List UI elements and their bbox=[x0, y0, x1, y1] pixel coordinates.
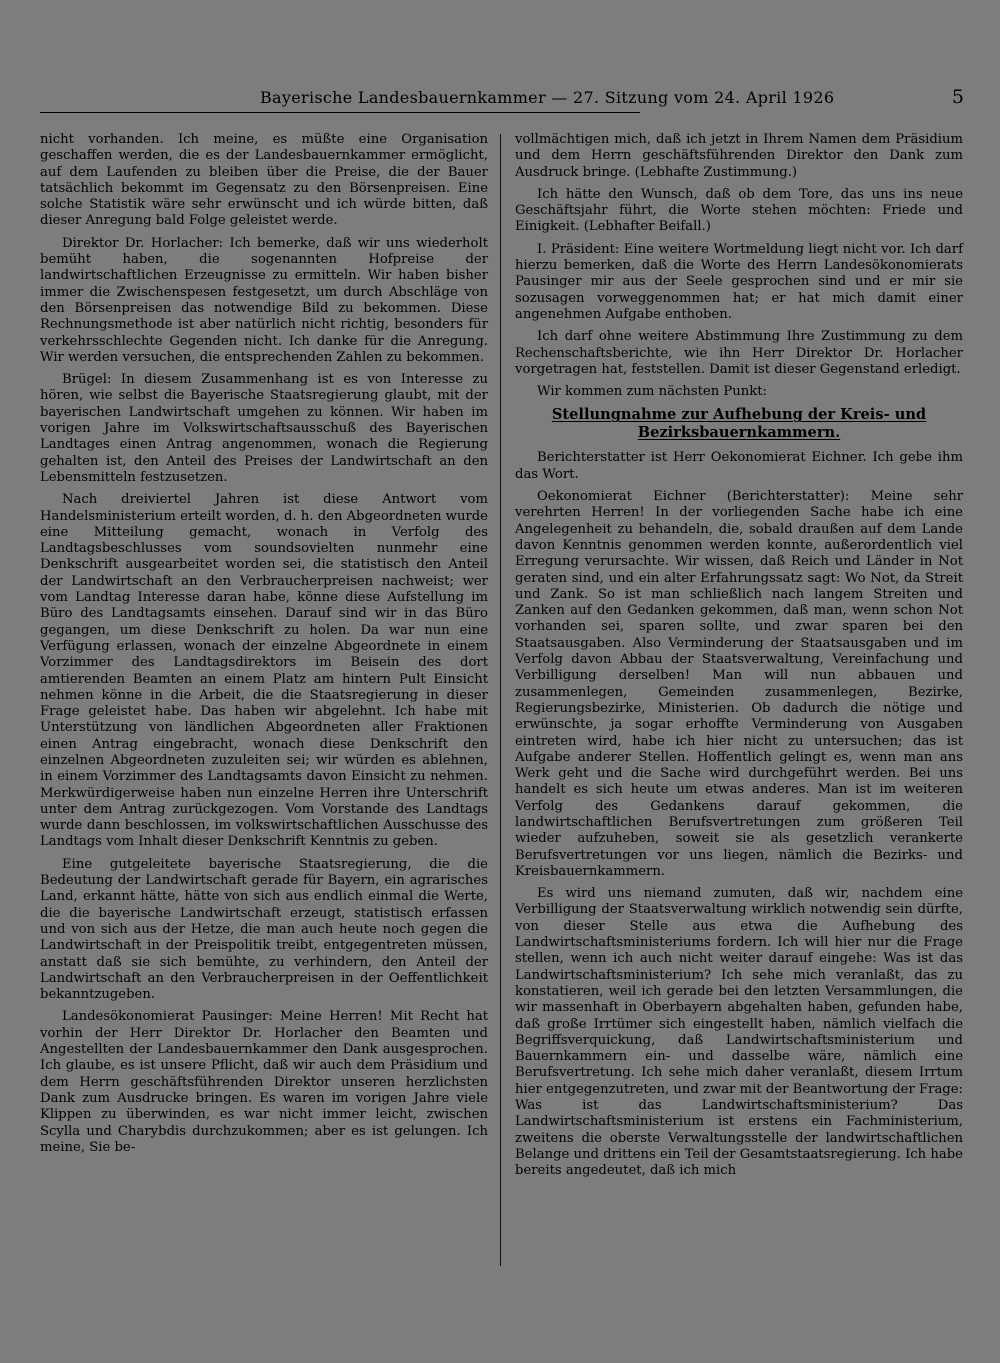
section-heading bbox=[515, 406, 963, 442]
paragraph: Brügel: In diesem Zusammenhang ist es von Interesse zu hören, wie selbst die Bayerische Staatsregierung glaubt, mit der bayerischen Landwirtschaft umgehen zu können. Wir haben im vorigen Jahre im Volkswirtschaftsausschuß des Bayerischen Landtages einen Antrag angenommen, wonach die Regierung gehalten ist, den Anteil des Preises der Landwirtschaft an den Lebensmitteln festzusetzen. bbox=[40, 372, 488, 485]
header-title: Bayerische Landesbauernkammer — 27. Sitzung vom 24. April 1926 bbox=[260, 88, 835, 107]
section-heading-line-2: Bezirksbauernkammern. bbox=[637, 424, 841, 442]
paragraph: Ich hätte den Wunsch, daß ob dem Tore, das uns ins neue Geschäftsjahr führt, die Worte stehen möchten: Friede und Einigkeit. (Lebhafter Beifall.) bbox=[515, 186, 963, 235]
paragraph: Wir kommen zum nächsten Punkt: bbox=[537, 384, 767, 400]
paragraph: Berichterstatter ist Herr Oekonomierat Eichner. Ich gebe ihm das Wort. bbox=[515, 450, 963, 482]
paragraph: vollmächtigen mich, daß ich jetzt in Ihrem Namen dem Präsidium und dem Herrn geschäftsführenden Direktor den Dank zum Ausdruck bringe. (Lebhafte Zustimmung.) bbox=[515, 132, 963, 180]
paragraph: Oekonomierat Eichner (Berichterstatter): Meine sehr verehrten Herren! In der vorliegenden Sache habe ich eine Angelegenheit zu behandeln, die, sobald draußen auf dem Lande davon Kenntnis genommen werden konnte, außerordentlich viel Erregung verursachte. Wir wissen, daß Reich und Länder in Not geraten sind, und ein alter Erfahrungssatz sagt: Wo Not, da Streit und Zank. So ist man schließlich nach langem Streiten und Zanken auf den Gedanken gekommen, daß man, wenn schon Not vorhanden sei, sparen sollte, und zwar sparen bei den Staatsausgaben. Also Verminderung der Staatsausgaben und im Verfolg davon Abbau der Staatsverwaltung, Vereinfachung und Verbilligung derselben! Man will nun abbauen und zusammenlegen, Gemeinden zusammenlegen, Bezirke, Regierungsbezirke, Ministerien. Ob dadurch die nötige und erwünschte, ja sogar erhoffte Verminderung von Ausgaben eintreten wird, habe ich hier nicht zu untersuchen; das ist Aufgabe anderer Stellen. Hoffentlich gelingt es, wenn man ans Werk geht und die Sache wird durchgeführt werden. Bei uns handelt es sich heute um etwas anderes. Man ist im weiteren Verfolg des Gedankens darauf gekommen, die landwirtschaftlichen Berufsvertretungen zum größeren Teil wieder aufzuheben, soweit sie als gesetzlich verankerte Berufsvertretungen vor uns liegen, nämlich die Bezirks- und Kreisbauernkammern. bbox=[515, 489, 963, 879]
header-rule bbox=[40, 112, 640, 113]
paragraph: nicht vorhanden. Ich meine, es müßte eine Organisation geschaffen werden, die es der Landesbauernkammer ermöglicht, auf dem Laufenden zu bleiben über die Preise, die der Bauer tatsächlich bekommt im Gegensatz zu den Börsenpreisen. Eine solche Statistik wäre sehr erwünscht und ich würde bitten, daß dieser Anregung bald Folge geleistet werde. bbox=[40, 132, 488, 229]
running-header bbox=[40, 86, 970, 116]
right-column bbox=[515, 132, 963, 1186]
page-number: 5 bbox=[951, 86, 964, 108]
paragraph: Landesökonomierat Pausinger: Meine Herren! Mit Recht hat vorhin der Herr Direktor Dr. Horlacher den Beamten und Angestellten der Landesbauernkammer den Dank ausgesprochen. Ich glaube, es ist unsere Pflicht, daß wir auch dem Präsidium und dem Herrn geschäftsführenden Direktor unseren herzlichsten Dank zum Ausdrucke bringen. Es waren im vorigen Jahre viele Klippen zu überwinden, es war nicht immer leicht, zwischen Scylla und Charybdis durchzukommen; aber es ist gelungen. Ich meine, Sie be- bbox=[40, 1009, 488, 1155]
left-column bbox=[40, 132, 488, 1162]
paragraph: I. Präsident: Eine weitere Wortmeldung liegt nicht vor. Ich darf hierzu bemerken, daß die Worte des Herrn Landesökonomierats Pausinger mir aus der Seele gesprochen sind und er mir sie sozusagen vorweggenommen hat; er hat mich damit einer angenehmen Aufgabe enthoben. bbox=[515, 241, 963, 322]
column-divider bbox=[500, 134, 501, 1266]
section-heading-line-1: Stellungnahme zur Aufhebung der Kreis- und bbox=[551, 406, 927, 424]
paragraph: Es wird uns niemand zumuten, daß wir, nachdem eine Verbilligung der Staatsverwaltung wirklich notwendig sein dürfte, von dieser Stelle aus etwa die Aufhebung des Landwirtschaftsministeriums fordern. Ich will hier nur die Frage stellen, wenn ich auch nicht weiter darauf eingehe: Was ist das Landwirtschaftsministerium? Ich sehe mich veranlaßt, das zu konstatieren, weil ich gerade bei den letzten Versammlungen, die wir massenhaft in Oberbayern abgehalten haben, gefunden habe, daß große Irrtümer sich eingestellt haben, nämlich vielfach die Begriffsverquickung, daß Landwirtschaftsministerium und Bauernkammern ein- und dasselbe wäre, nämlich eine Berufsvertretung. Ich sehe mich daher veranlaßt, diesem Irrtum hier entgegenzutreten, und zwar mit der Beantwortung der Frage: Was ist das Landwirtschaftsministerium? Das Landwirtschaftsministerium ist erstens ein Fachministerium, zweitens die oberste Verwaltungsstelle der landwirtschaftlichen Belange und drittens ein Teil der Gesamtstaatsregierung. Ich habe bereits angedeutet, daß ich mich bbox=[515, 886, 963, 1179]
paragraph: Nach dreiviertel Jahren ist diese Antwort vom Handelsministerium erteilt worden, d. h. den Abgeordneten wurde eine Mitteilung gemacht, wonach in Verfolg des Landtagsbeschlusses vom soundsovielten nunmehr eine Denkschrift ausgearbeitet worden sei, die statistisch den Anteil der Landwirtschaft an den Verbraucherpreisen nachweist; wer vom Landtag Interesse daran habe, könne diese Aufstellung im Büro des Landtagsamts einsehen. Darauf sind wir in das Büro gegangen, um diese Denkschrift zu holen. Da war nun eine Verfügung erlassen, wonach der einzelne Abgeordnete in einem Vorzimmer des Landtagsdirektors im Beisein des dort amtierenden Beamten an einem Platz am hintern Pult Einsicht nehmen könne in die Arbeit, die die Staatsregierung in dieser Frage geleistet habe. Das haben wir abgelehnt. Ich habe mit Unterstützung von ländlichen Abgeordneten aller Fraktionen einen Antrag eingebracht, wonach diese Denkschrift den einzelnen Abgeordneten zuzuleiten sei; wir würden es ablehnen, in einem Vorzimmer des Landtagsamts davon Einsicht zu nehmen. Merkwürdigerweise haben nun einzelne Herren ihre Unterschrift unter dem Antrag zurückgezogen. Vom Vorstande des Landtags wurde dann beschlossen, im volkswirtschaftlichen Ausschusse des Landtags vom Inhalt dieser Denkschrift Kenntnis zu geben. bbox=[40, 492, 488, 850]
paragraph: Eine gutgeleitete bayerische Staatsregierung, die die Bedeutung der Landwirtschaft gerade für Bayern, ein agrarisches Land, erkannt hätte, hätte von sich aus endlich einmal die Werte, die die bayerische Landwirtschaft erzeugt, statistisch erfassen und von sich aus der Hetze, die man auch heute noch gegen die Landwirtschaft in der Preispolitik treibt, entgegentreten müssen, anstatt daß sie sich bemühte, zu verhindern, den Anteil der Landwirtschaft an den Verbraucherpreisen in der Oeffentlichkeit bekanntzugeben. bbox=[40, 856, 488, 1003]
paragraph: Direktor Dr. Horlacher: Ich bemerke, daß wir uns wiederholt bemüht haben, die sogenannten Hofpreise der landwirtschaftlichen Erzeugnisse zu ermitteln. Wir haben bisher immer die Zwischenspesen festgesetzt, um durch Abschläge von den Börsenpreisen das notwendige Bild zu bekommen. Diese Rechnungsmethode ist aber natürlich nicht richtig, besonders für verkehrsschlechte Gegenden nicht. Ich danke für die Anregung. Wir werden versuchen, die entsprechenden Zahlen zu bekommen. bbox=[40, 235, 488, 365]
paragraph: Ich darf ohne weitere Abstimmung Ihre Zustimmung zu dem Rechenschaftsberichte, wie ihn Herr Direktor Dr. Horlacher vorgetragen hat, feststellen. Damit ist dieser Gegenstand erledigt. bbox=[515, 329, 963, 377]
